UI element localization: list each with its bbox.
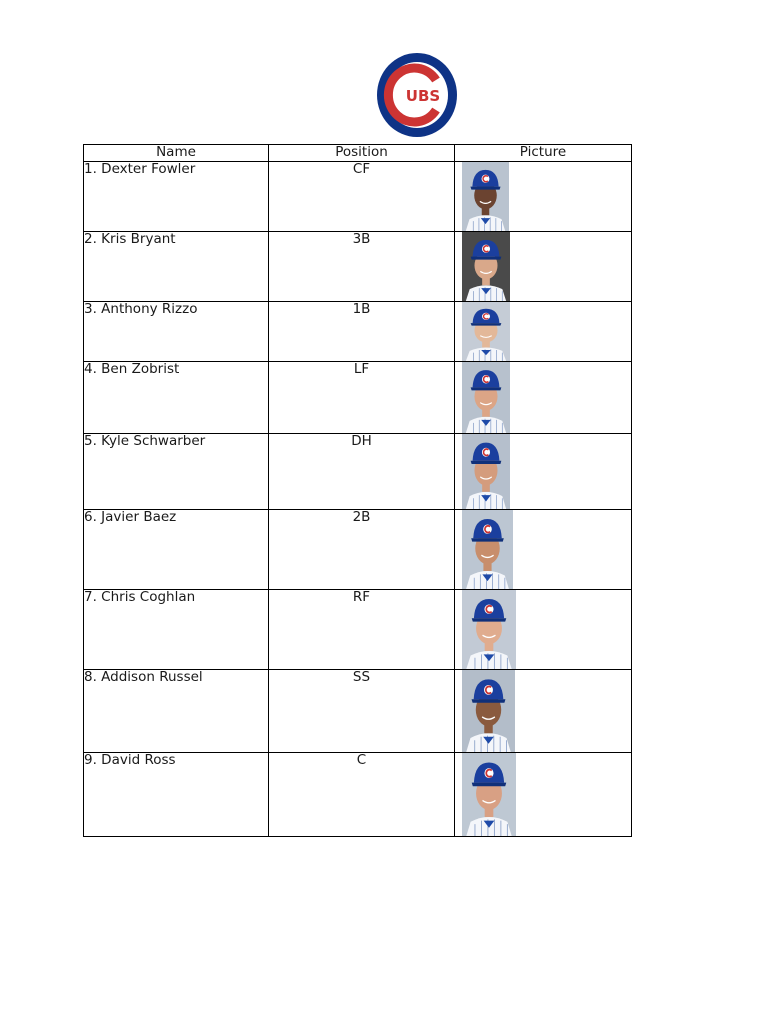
table-row [84,590,632,670]
player-name: 1. Dexter Fowler [84,162,269,232]
player-headshot-icon [462,510,513,589]
player-name: 4. Ben Zobrist [84,362,269,434]
player-picture-cell [455,302,632,362]
player-position: RF [269,590,455,670]
player-picture-cell [455,590,632,670]
player-picture-cell [455,362,632,434]
player-position: DH [269,434,455,510]
table-row [84,753,632,837]
player-name: 2. Kris Bryant [84,232,269,302]
player-photo [462,434,510,509]
table-row [84,510,632,590]
player-headshot-icon [462,162,509,231]
cubs-logo-icon [376,52,458,138]
player-headshot-icon [462,362,510,433]
player-photo [462,302,510,361]
player-name: 8. Addison Russel [84,670,269,753]
header-name: Name [84,145,269,162]
player-headshot-icon [462,434,510,509]
player-photo [462,670,515,752]
player-picture-cell [455,753,632,837]
player-photo [462,232,510,301]
player-name: 3. Anthony Rizzo [84,302,269,362]
player-position: 1B [269,302,455,362]
player-photo [462,162,509,231]
player-picture-cell [455,510,632,590]
player-position: CF [269,162,455,232]
player-name: 9. David Ross [84,753,269,837]
table-row [84,670,632,753]
table-row [84,434,632,510]
player-position: 3B [269,232,455,302]
table-row [84,162,632,232]
player-headshot-icon [462,302,510,361]
player-picture-cell [455,232,632,302]
player-headshot-icon [462,753,516,836]
player-photo [462,510,513,589]
player-name: 7. Chris Coghlan [84,590,269,670]
player-picture-cell [455,162,632,232]
logo-lettering: UBS [405,87,441,105]
table-row [84,362,632,434]
header-position: Position [269,145,455,162]
player-headshot-icon [462,232,510,301]
header-row [84,145,632,162]
player-headshot-icon [462,670,515,752]
player-headshot-icon [462,590,516,669]
player-position: C [269,753,455,837]
header-picture: Picture [455,145,632,162]
table-row [84,232,632,302]
player-picture-cell [455,670,632,753]
player-photo [462,753,516,836]
player-position: 2B [269,510,455,590]
player-name: 5. Kyle Schwarber [84,434,269,510]
cubs-logo [376,52,458,138]
player-picture-cell [455,434,632,510]
player-photo [462,362,510,433]
player-photo [462,590,516,669]
lineup-table [83,144,632,837]
player-position: LF [269,362,455,434]
player-name: 6. Javier Baez [84,510,269,590]
table-row [84,302,632,362]
player-position: SS [269,670,455,753]
